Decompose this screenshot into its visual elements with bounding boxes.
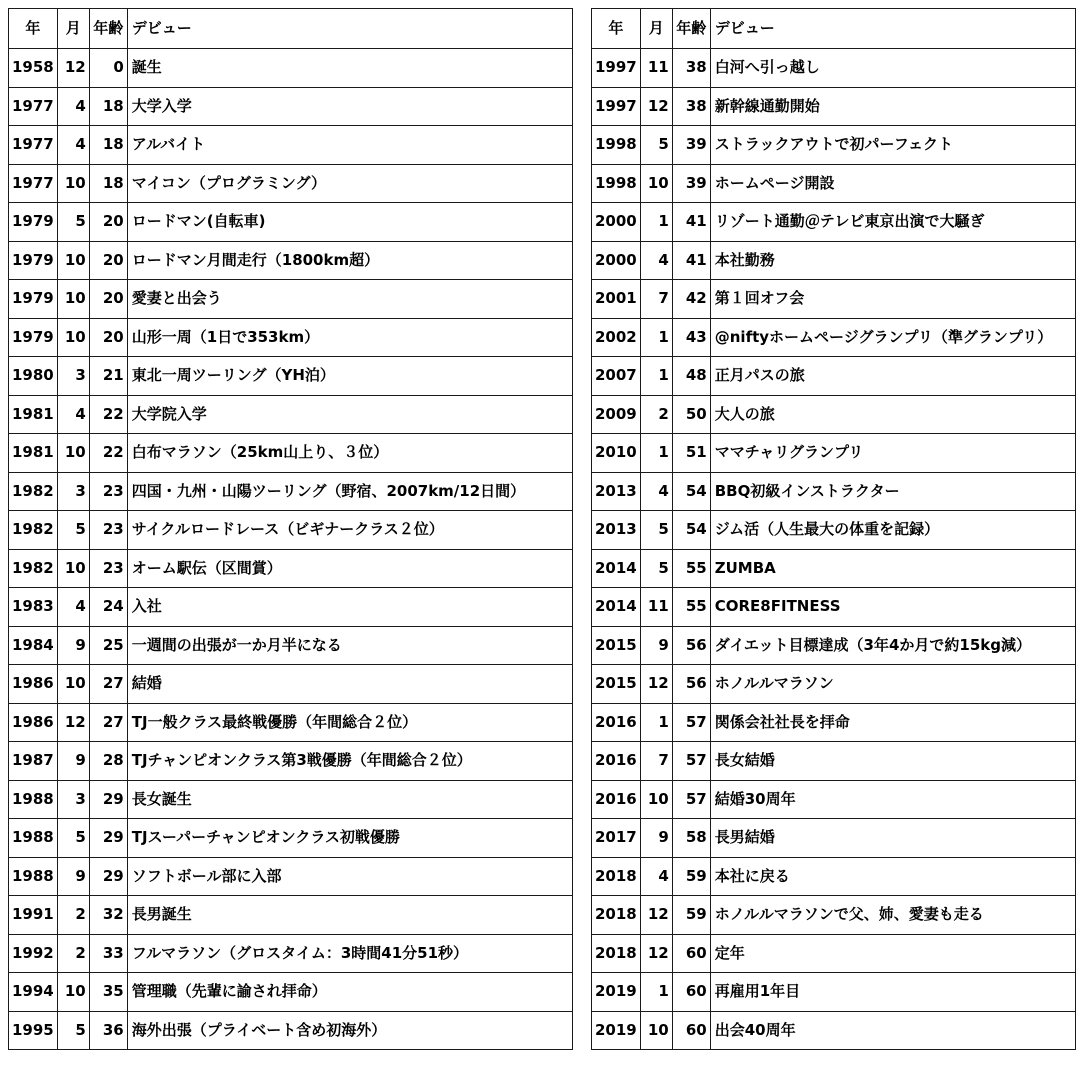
event-cell: ホームページ開設 [710,164,1075,203]
month-cell: 3 [57,472,89,511]
event-cell: 再雇用1年目 [710,973,1075,1012]
month-cell: 5 [640,126,672,165]
age-cell: 18 [89,164,127,203]
age-cell: 39 [672,126,710,165]
year-cell: 1986 [9,665,58,704]
age-cell: 18 [89,87,127,126]
year-cell: 2009 [592,395,641,434]
year-cell: 2014 [592,588,641,627]
year-cell: 1988 [9,857,58,896]
year-cell: 1995 [9,1011,58,1050]
event-cell: 海外出張（プライベート含め初海外） [127,1011,572,1050]
year-cell: 2015 [592,665,641,704]
table-row [9,49,573,88]
month-cell: 1 [640,203,672,242]
table-row [592,49,1076,88]
year-cell: 1979 [9,318,58,357]
table-row [9,780,573,819]
year-cell: 1998 [592,126,641,165]
table-row [592,896,1076,935]
month-cell: 1 [640,318,672,357]
table-row [592,626,1076,665]
month-cell: 4 [57,395,89,434]
event-cell: TJチャンピオンクラス第3戦優勝（年間総合２位） [127,742,572,781]
year-cell: 1988 [9,819,58,858]
month-cell: 2 [640,395,672,434]
age-cell: 50 [672,395,710,434]
table-row [592,395,1076,434]
age-cell: 32 [89,896,127,935]
month-cell: 4 [640,472,672,511]
month-cell: 4 [57,87,89,126]
table-row [9,511,573,550]
month-cell: 10 [57,280,89,319]
event-cell: TJスーパーチャンピオンクラス初戦優勝 [127,819,572,858]
month-cell: 12 [57,703,89,742]
event-cell: 本社勤務 [710,241,1075,280]
age-cell: 23 [89,549,127,588]
month-cell: 3 [57,357,89,396]
year-cell: 2010 [592,434,641,473]
event-cell: 四国・九州・山陽ツーリング（野宿、2007km/12日間） [127,472,572,511]
year-cell: 1977 [9,126,58,165]
table-row [9,742,573,781]
month-cell: 7 [640,742,672,781]
month-cell: 10 [57,665,89,704]
event-cell: TJ一般クラス最終戦優勝（年間総合２位） [127,703,572,742]
age-cell: 28 [89,742,127,781]
event-cell: ストラックアウトで初パーフェクト [710,126,1075,165]
table-row [9,626,573,665]
month-cell: 10 [57,549,89,588]
header-row [9,9,573,49]
year-cell: 2018 [592,934,641,973]
year-cell: 1991 [9,896,58,935]
table-row [9,164,573,203]
year-cell: 2000 [592,241,641,280]
year-cell: 1979 [9,280,58,319]
month-cell: 1 [640,434,672,473]
age-cell: 29 [89,857,127,896]
event-cell: BBQ初級インストラクター [710,472,1075,511]
age-cell: 38 [672,87,710,126]
age-cell: 20 [89,280,127,319]
year-cell: 1997 [592,87,641,126]
month-cell: 4 [57,126,89,165]
event-cell: ジム活（人生最大の体重を記録） [710,511,1075,550]
month-cell: 12 [640,896,672,935]
age-cell: 60 [672,973,710,1012]
event-cell: 愛妻と出会う [127,280,572,319]
year-cell: 1977 [9,87,58,126]
month-cell: 5 [640,549,672,588]
age-cell: 55 [672,549,710,588]
age-cell: 18 [89,126,127,165]
table-row [592,511,1076,550]
month-cell: 7 [640,280,672,319]
event-cell: 大人の旅 [710,395,1075,434]
year-cell: 1998 [592,164,641,203]
age-cell: 33 [89,934,127,973]
table-row [9,434,573,473]
age-cell: 23 [89,511,127,550]
header-year: 年 [9,9,58,49]
age-cell: 43 [672,318,710,357]
age-cell: 58 [672,819,710,858]
year-cell: 1983 [9,588,58,627]
year-cell: 1980 [9,357,58,396]
header-month: 月 [57,9,89,49]
event-cell: 長女結婚 [710,742,1075,781]
age-cell: 22 [89,434,127,473]
month-cell: 10 [57,164,89,203]
year-cell: 1982 [9,511,58,550]
header-debut: デビュー [127,9,572,49]
age-cell: 20 [89,203,127,242]
year-cell: 1981 [9,434,58,473]
event-cell: オーム駅伝（区間賞） [127,549,572,588]
month-cell: 5 [57,819,89,858]
year-cell: 2016 [592,703,641,742]
month-cell: 12 [640,665,672,704]
header-age: 年齢 [672,9,710,49]
year-cell: 2000 [592,203,641,242]
event-cell: ソフトボール部に入部 [127,857,572,896]
table-row [9,857,573,896]
table-row [592,126,1076,165]
month-cell: 9 [57,626,89,665]
year-cell: 2016 [592,742,641,781]
age-cell: 29 [89,819,127,858]
table-row [9,896,573,935]
table-row [592,742,1076,781]
event-cell: アルバイト [127,126,572,165]
table-row [9,241,573,280]
table-row [592,588,1076,627]
age-cell: 20 [89,241,127,280]
age-cell: 51 [672,434,710,473]
table-row [592,1011,1076,1050]
age-cell: 24 [89,588,127,627]
month-cell: 3 [57,780,89,819]
table-row [592,203,1076,242]
month-cell: 5 [640,511,672,550]
month-cell: 10 [57,434,89,473]
table-row [592,819,1076,858]
month-cell: 4 [640,241,672,280]
header-age: 年齢 [89,9,127,49]
age-cell: 54 [672,511,710,550]
age-cell: 23 [89,472,127,511]
age-cell: 36 [89,1011,127,1050]
month-cell: 9 [57,742,89,781]
table-row [9,395,573,434]
age-cell: 57 [672,703,710,742]
month-cell: 5 [57,203,89,242]
table-row [592,280,1076,319]
month-cell: 9 [640,626,672,665]
age-cell: 0 [89,49,127,88]
month-cell: 10 [640,164,672,203]
event-cell: 東北一周ツーリング（YH泊） [127,357,572,396]
age-cell: 20 [89,318,127,357]
year-cell: 2017 [592,819,641,858]
age-cell: 42 [672,280,710,319]
event-cell: ZUMBA [710,549,1075,588]
event-cell: 正月パスの旅 [710,357,1075,396]
month-cell: 9 [57,857,89,896]
age-cell: 56 [672,665,710,704]
event-cell: 白布マラソン（25km山上り、３位） [127,434,572,473]
table-row [592,434,1076,473]
table-row [9,357,573,396]
month-cell: 2 [57,934,89,973]
table-row [592,549,1076,588]
year-cell: 2016 [592,780,641,819]
age-cell: 48 [672,357,710,396]
month-cell: 10 [57,318,89,357]
header-month: 月 [640,9,672,49]
table-row [9,665,573,704]
table-row [592,357,1076,396]
event-cell: 大学入学 [127,87,572,126]
event-cell: サイクルロードレース（ビギナークラス２位） [127,511,572,550]
table-row [9,472,573,511]
year-cell: 1986 [9,703,58,742]
event-cell: @niftyホームページグランプリ（準グランプリ） [710,318,1075,357]
month-cell: 4 [57,588,89,627]
table-row [592,241,1076,280]
month-cell: 12 [640,87,672,126]
year-cell: 1981 [9,395,58,434]
year-cell: 2007 [592,357,641,396]
event-cell: 一週間の出張が一か月半になる [127,626,572,665]
age-cell: 57 [672,742,710,781]
event-cell: ホノルルマラソンで父、姉、愛妻も走る [710,896,1075,935]
year-cell: 1994 [9,973,58,1012]
table-row [9,934,573,973]
timeline-table-left [8,8,573,1050]
event-cell: 関係会社社長を拝命 [710,703,1075,742]
age-cell: 29 [89,780,127,819]
header-row [592,9,1076,49]
month-cell: 11 [640,49,672,88]
table-row [592,934,1076,973]
table-row [9,126,573,165]
event-cell: 本社に戻る [710,857,1075,896]
month-cell: 11 [640,588,672,627]
age-cell: 56 [672,626,710,665]
month-cell: 12 [57,49,89,88]
table-row [592,318,1076,357]
event-cell: 長女誕生 [127,780,572,819]
table-row [9,549,573,588]
month-cell: 5 [57,511,89,550]
age-cell: 21 [89,357,127,396]
event-cell: 長男結婚 [710,819,1075,858]
table-row [9,588,573,627]
table-row [9,819,573,858]
event-cell: 結婚 [127,665,572,704]
event-cell: マイコン（プログラミング） [127,164,572,203]
event-cell: ロードマン(自転車) [127,203,572,242]
year-cell: 1988 [9,780,58,819]
year-cell: 1997 [592,49,641,88]
year-cell: 2002 [592,318,641,357]
year-cell: 2018 [592,896,641,935]
year-cell: 1982 [9,472,58,511]
table-row [592,472,1076,511]
event-cell: 山形一周（1日で353km） [127,318,572,357]
age-cell: 60 [672,934,710,973]
year-cell: 1977 [9,164,58,203]
event-cell: リゾート通勤＠テレビ東京出演で大騒ぎ [710,203,1075,242]
age-cell: 22 [89,395,127,434]
event-cell: 出会40周年 [710,1011,1075,1050]
table-row [592,703,1076,742]
age-cell: 25 [89,626,127,665]
event-cell: 管理職（先輩に諭され拝命） [127,973,572,1012]
month-cell: 9 [640,819,672,858]
year-cell: 1987 [9,742,58,781]
timeline-table-right [591,8,1076,1050]
event-cell: 白河へ引っ越し [710,49,1075,88]
year-cell: 1979 [9,241,58,280]
table-row [9,280,573,319]
table-row [592,973,1076,1012]
month-cell: 5 [57,1011,89,1050]
age-cell: 54 [672,472,710,511]
event-cell: 第１回オフ会 [710,280,1075,319]
year-cell: 2018 [592,857,641,896]
event-cell: ホノルルマラソン [710,665,1075,704]
age-cell: 41 [672,203,710,242]
year-cell: 1992 [9,934,58,973]
year-cell: 2001 [592,280,641,319]
table-row [592,857,1076,896]
month-cell: 10 [640,780,672,819]
table-row [9,1011,573,1050]
month-cell: 10 [57,973,89,1012]
event-cell: ダイエット目標達成（3年4か月で約15kg減） [710,626,1075,665]
age-cell: 59 [672,857,710,896]
age-cell: 59 [672,896,710,935]
event-cell: ママチャリグランプリ [710,434,1075,473]
month-cell: 4 [640,857,672,896]
event-cell: 定年 [710,934,1075,973]
header-year: 年 [592,9,641,49]
age-cell: 60 [672,1011,710,1050]
month-cell: 10 [640,1011,672,1050]
table-row [9,703,573,742]
event-cell: 誕生 [127,49,572,88]
month-cell: 2 [57,896,89,935]
age-cell: 41 [672,241,710,280]
month-cell: 1 [640,973,672,1012]
table-row [592,87,1076,126]
month-cell: 1 [640,357,672,396]
event-cell: フルマラソン（グロスタイム：3時間41分51秒） [127,934,572,973]
month-cell: 1 [640,703,672,742]
year-cell: 2019 [592,1011,641,1050]
year-cell: 1984 [9,626,58,665]
table-row [9,973,573,1012]
month-cell: 10 [57,241,89,280]
year-cell: 2013 [592,511,641,550]
table-row [592,665,1076,704]
month-cell: 12 [640,934,672,973]
event-cell: 大学院入学 [127,395,572,434]
table-row [9,203,573,242]
table-row [592,780,1076,819]
age-cell: 27 [89,665,127,704]
event-cell: 結婚30周年 [710,780,1075,819]
event-cell: 入社 [127,588,572,627]
event-cell: 新幹線通勤開始 [710,87,1075,126]
year-cell: 1982 [9,549,58,588]
table-row [9,87,573,126]
year-cell: 2013 [592,472,641,511]
event-cell: 長男誕生 [127,896,572,935]
year-cell: 2015 [592,626,641,665]
table-row [9,318,573,357]
year-cell: 1958 [9,49,58,88]
event-cell: CORE8FITNESS [710,588,1075,627]
age-cell: 39 [672,164,710,203]
age-cell: 55 [672,588,710,627]
age-cell: 38 [672,49,710,88]
year-cell: 2014 [592,549,641,588]
table-row [592,164,1076,203]
age-cell: 35 [89,973,127,1012]
age-cell: 27 [89,703,127,742]
year-cell: 2019 [592,973,641,1012]
event-cell: ロードマン月間走行（1800km超） [127,241,572,280]
age-cell: 57 [672,780,710,819]
year-cell: 1979 [9,203,58,242]
header-debut: デビュー [710,9,1075,49]
